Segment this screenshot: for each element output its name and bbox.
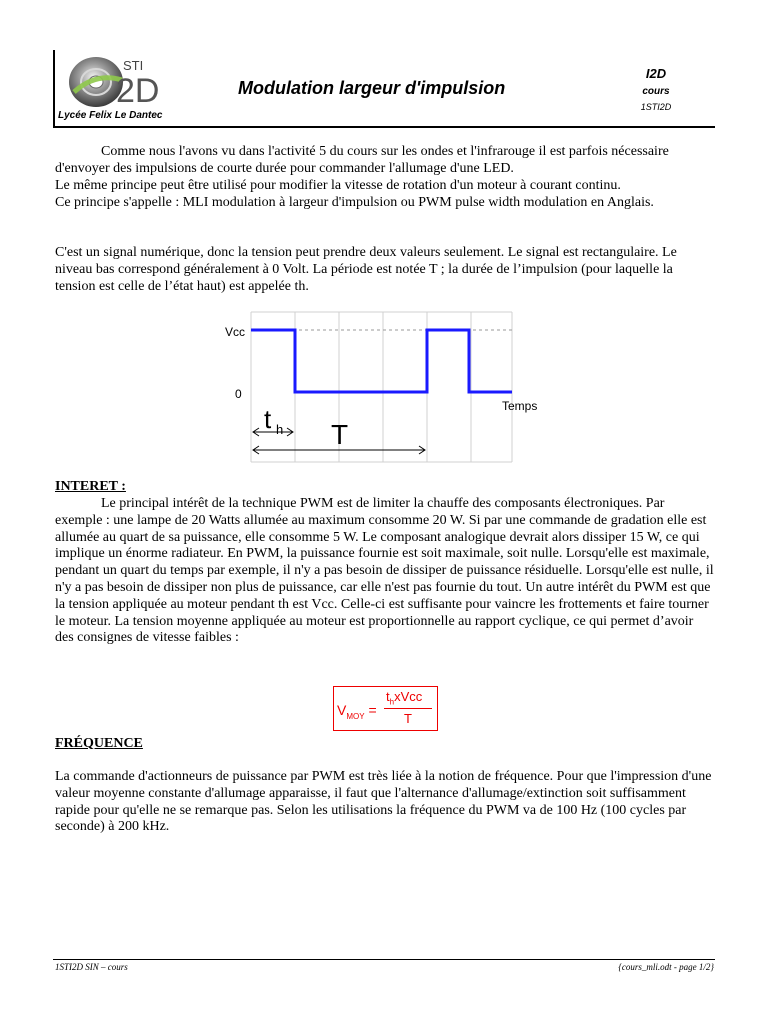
intro-paragraph-3: Ce principe s'appelle : MLI modulation à largeur d'impulsion ou PWM pulse width modulation en Anglais.	[55, 195, 654, 210]
period-label: T	[331, 419, 349, 450]
footer-right: {cours_mli.odt - page 1/2}	[618, 962, 714, 972]
header-subject: I2D	[645, 66, 667, 81]
zero-level-label: 0	[235, 387, 242, 401]
vcc-level-label: Vcc	[225, 325, 246, 339]
document-title: Modulation largeur d'impulsion	[238, 78, 506, 98]
intro-paragraph-1: Comme nous l'avons vu dans l'activité 5 du cours sur les ondes et l'infrarouge il est parfois nécessaire d'envoyer des impulsions de courte durée pour commander l'allumage d'une LED.	[55, 144, 669, 176]
header-doc-type: cours	[642, 86, 670, 97]
th-subscript: h	[276, 422, 284, 437]
svg-text:STI: STI	[123, 58, 144, 73]
frequence-heading: FRÉQUENCE	[55, 736, 143, 751]
th-label: t	[264, 404, 272, 434]
average-voltage-formula: $V_{MOY}$ = $t_hxVcc$ T	[333, 686, 438, 731]
svg-text:2D: 2D	[116, 72, 160, 110]
intro-paragraph-2: Le même principe peut être utilisé pour modifier la vitesse de rotation d'un moteur à courant continu.	[55, 178, 621, 193]
interet-heading: INTERET :	[55, 479, 126, 494]
school-name: Lycée Felix Le Dantec	[58, 110, 163, 121]
pwm-signal-diagram	[215, 308, 560, 470]
sti2d-logo	[66, 52, 186, 110]
intro-paragraph-4: C'est un signal numérique, donc la tension peut prendre deux valeurs seulement. Le signal est rectangulaire. Le niveau bas correspond généralement à 0 Volt. La période est notée T ; la durée de l’impulsion (pour laquelle la tension est celle de l’état haut) est appelée th.	[55, 245, 677, 294]
interet-paragraph: Le principal intérêt de la technique PWM est de limiter la chauffe des composants électroniques. Par exemple : une lampe de 20 Watts allumée au maximum consomme 20 W. Si par une commande de gradation elle est allumée au quart de sa puissance, elle consomme 5 W. Le composant analogique devrait alors dissiper 15 W, ce qui implique un énorme radiateur. En PWM, la puissance fournie est soit maximale, soit nulle. Lorsqu'elle est maximale, pendant un quart du temps par exemple, il n'y a pas besoin de dissiper de puissance résiduelle. Lorsqu'elle est nulle, il n'y a pas besoin de dissiper non plus de puissance, car elle n'est pas fournie du tout. Un autre intérêt du PWM est que la tension appliquée au moteur pendant th est Vcc. Celle-ci est suffisante pour vaincre les frottements et faire tourner le moteur. La tension moyenne appliquée au moteur est proportionnelle au rapport cyclique, ce qui permet d’avoir des consignes de vitesse faibles :	[55, 496, 714, 646]
time-axis-label: Temps	[502, 399, 538, 413]
header-class: 1STI2D	[640, 102, 672, 112]
frequence-paragraph: La commande d'actionneurs de puissance par PWM est très liée à la notion de fréquence. Pour que l'impression d'une valeur moyenne constante d'allumage apparaisse, il faut que l'alternance d'allumage/extinction soit suffisamment rapide pour qu'elle ne se remarque pas. Selon les utilisations la fréquence du PWM va de 100 Hz (100 cycles par seconde) à 200 kHz.	[55, 769, 712, 835]
th-arrow	[253, 428, 293, 436]
pwm-waveform	[251, 330, 512, 392]
footer-line	[53, 959, 715, 960]
footer-left: 1STI2D SIN – cours	[55, 962, 128, 972]
header-left-border	[53, 50, 55, 128]
header-bottom-border	[53, 126, 715, 128]
